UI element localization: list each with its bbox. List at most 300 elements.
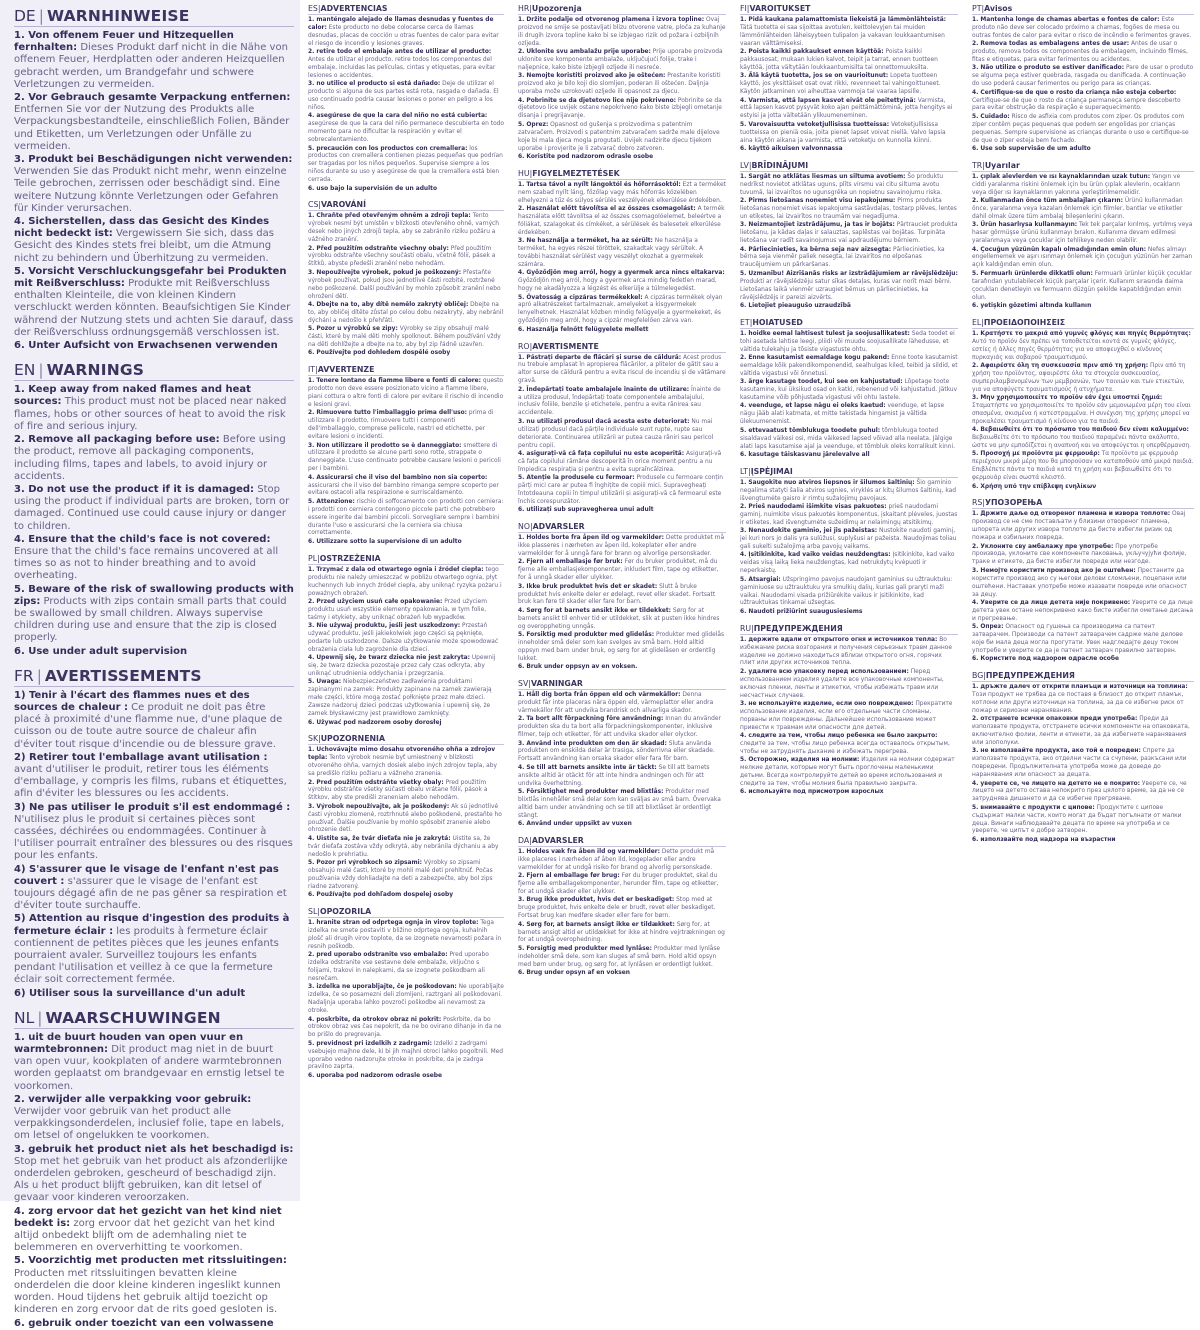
warning-text: Prestanite koristiti proizvod ako je bilo koji dio slomljen, poderan ili oštećen. Daljnja uporaba može uzrokovati ozljede ili opasnost za djecu. (518, 73, 721, 96)
section-body (740, 331, 958, 460)
warning-item (972, 684, 1194, 716)
warning-text: A termék használata előtt távolítsa el az összes csomagolóelemet, beleértve a fóliákat, szalagokat és címkéket, a sérülések és balesetek elkerülése érdekében. (518, 206, 725, 236)
language-code: IT (308, 365, 316, 375)
warning-heading: 6. Använd under uppsikt av vuxen (518, 821, 632, 828)
section-body (308, 920, 504, 1081)
warning-item (14, 484, 294, 533)
warning-item (740, 528, 958, 552)
warning-text: tõmblukuga tooted sisaldavad väikesi osi, mida väikesed lapsed võivad alla neelata. Jälgige alati laps kasutamise ajal ja veenduge, et tõmbluk oleks korralikult kinni. (740, 427, 956, 450)
warning-heading: 1. держите вдали от открытого огня и источников тепла: (740, 636, 938, 643)
warning-item (518, 970, 726, 978)
warning-text: Τα προϊόντα με φερμουάρ περιέχουν μικρά μέρη που θα μπορούσαν να καταποθούν από μικρά παιδιά. Επιβλέπετε πάντα τα παιδιά κατά τη χρήση και βεβαιωθείτε ότι το φερμουάρ είναι σωστά κλειστό. (972, 451, 1194, 482)
warning-section-da (518, 836, 726, 978)
warning-item (308, 952, 504, 984)
warning-heading: 4. Уверите се да лице детета није покривено: (972, 599, 1131, 606)
heading-separator: | (315, 365, 318, 375)
warning-heading: 2. Remove all packaging before use: (14, 434, 220, 446)
warning-heading: 1. Držite podalje od otvorenog plamena i izvora topline: (518, 17, 705, 23)
warning-heading: 4. zorg ervoor dat het gezicht van het kind niet bedekt is: (14, 1205, 282, 1229)
warning-heading: 4. Se till att barnets ansikte inte är täckt: (518, 764, 657, 771)
warning-heading: 2. Ta bort allt förpackning före användning: (518, 716, 664, 723)
warning-item (14, 1094, 294, 1143)
warning-item (518, 182, 726, 206)
warning-text: Se till att barnets ansikte alltid är otäckt för att inte hindra andningen och för att undvika överhettning. (518, 764, 710, 787)
warning-item (518, 355, 726, 387)
warning-text: Přestaňte výrobek používat, pokud jsou jednotlivé části rozbité, roztržené nebo poškozené. Další používání by mohlo způsobit zranění nebo ohrožení dětí. (308, 269, 501, 300)
section-title: ΠΡΟΕΙΔΟΠΟΙΗΣΕΙΣ (983, 317, 1066, 327)
warning-heading: 1. manténgalo alejado de llamas desnudas y fuentes de calor: (308, 17, 494, 31)
warning-item (14, 988, 294, 1000)
warning-item (308, 1017, 504, 1041)
warning-heading: 6. Brug under opsyn af en voksen (518, 970, 630, 977)
warning-heading: 2. удалите всю упаковку перед использованием: (740, 668, 909, 675)
warning-item (740, 789, 958, 797)
section-heading (518, 4, 726, 15)
warning-heading: 5. Vorsicht Verschluckungsgefahr bei Produkten mit Reißverschluss: (14, 265, 287, 290)
warning-heading: 1. Κρατήστε το μακριά από γυμνές φλόγες και πηγές θερμότητας: (972, 330, 1191, 337)
warning-item (14, 92, 294, 153)
warning-text: Győződjön meg arról, hogy a gyermek arca mindig fedetlen marad, hogy ne akadályozza a légzést és elkerülje a túlmelegedést. (518, 278, 717, 293)
warning-text: Pārliecinieties, ka bērna seja vienmēr paliek nesegta, lai izvairītos no elpošanas traucējumiem un pārkaršanas. (740, 246, 945, 269)
section-body (740, 480, 958, 617)
warning-text: Poista kaikki pakkausosat, mukaan lukien kalvot, teipit ja tarrat, ennen tuotteen käyttöä, jotta vältytään loukkaantumisilta tai onnettomuuksilta. (740, 49, 938, 71)
section-body (740, 174, 958, 311)
warning-item (14, 646, 294, 658)
warning-text: Výrobky se zipy obsahují malé části, které by malé děti mohly spolknout. Během používání vždy na děti dohlížejte a dbejte na to, aby byl zip řádně uzavřen. (308, 326, 501, 348)
warning-text: Verwijder voor gebruik van het product alle verpakkingsonderdelen, inclusief folie, tape en labels, om letsel of ongelukken te voorkomen. (14, 1106, 285, 1142)
language-column-2 (302, 0, 510, 1201)
warning-item (972, 90, 1194, 114)
section-body (740, 17, 958, 154)
warning-heading: 6. uporaba pod nadzorom odrasle osebe (308, 1072, 442, 1079)
warning-item (308, 539, 504, 547)
warning-item (518, 716, 726, 740)
warning-text: Poskrbite, da bo otrokov obraz ves čas nepokrit, da ne bo oviranо dihanje in da ne bo prišlo do pregrevanja. (308, 1016, 502, 1039)
warning-heading: 2. Αφαιρέστε όλη τη συσκευασία πριν από τη χρήση: (972, 362, 1149, 369)
warning-section-el (972, 318, 1194, 492)
warning-item (972, 247, 1194, 271)
section-title: OSTRZEŻENIA (319, 553, 381, 563)
language-code: DA (518, 835, 530, 845)
warning-heading: 2. pred uporabo odstranite vso embalažo: (308, 952, 448, 959)
warning-item (518, 559, 726, 583)
warning-section-sl (308, 907, 504, 1081)
heading-separator: | (529, 4, 532, 13)
warning-text: Tek tek parçalar kırılmış, yırtılmış veya hasar görmüşse ürünü kullanmayı bırakın. Kullanıma devam edilmesi yaralanmaya veya çocuklar için tehlikeye neden olabilir. (972, 222, 1193, 245)
warning-text: asegúrese de que la cara del niño permanece descubierta en todo momento para no dificultar la respiración y evitar el sobrecalentamiento. (308, 121, 505, 144)
warning-item (14, 1318, 294, 1330)
warning-item (740, 73, 958, 97)
warning-item (308, 623, 504, 655)
warning-heading: 1. Holdes væk fra åben ild og varmekilder: (518, 848, 660, 855)
warning-text: Nefes almayı engellememek ve aşırı ısınmayı önlemek için çocuğun yüzünün her zaman açık kaldığından emin olun. (972, 246, 1193, 269)
language-code: RO (518, 341, 530, 351)
warning-heading: 1) Tenir à l'écart des flammes nues et des sources de chaleur : (14, 689, 250, 713)
warning-text: les produits à fermeture éclair contiennent de petites pièces que les jeunes enfants pourraient avaler. Surveillez toujours les enfants pendant l'utilisation et veillez à ce que la fermeture éclair soit correctement fermée. (14, 925, 279, 986)
warning-heading: 2. Fjern al emballage før brug: (518, 873, 620, 880)
warning-text: Produkter med blixtlås innehåller små delar som kan sväljas av små barn. Övervaka alltid barn under användning och se till att blixtlåset är ordentligt stängt. (518, 788, 721, 819)
section-heading (740, 161, 958, 172)
warning-heading: 2. Remova todas as embalagens antes de usar: (972, 41, 1130, 48)
warning-text: Produkter med lynlåse indeholder små dele, som kan sluges af små børn. Hold altid opsyn med børn under brug, og sørg for, at lynlåsen er ordentligt lukket. (518, 945, 721, 968)
warning-text: Užspringimo pavojus naudojant gaminius su užtrauktuku: gaminiuose su užtrauktuku yra smulkių dalių, kurias gali praryti maži vaikai. Naudodami visada prižiūrėkite vaikus ir įsitikinkite, kad užtrauktukas tinkamai užsegtas. (740, 576, 953, 607)
warning-text: Certifique-se de que o rosto da criança permaneça sempre descoberto para evitar obstrução da respiração e superaquecimento. (972, 97, 1181, 112)
heading-separator: | (317, 553, 320, 563)
warning-item (740, 701, 958, 733)
warning-item (308, 747, 504, 779)
warning-item (14, 913, 294, 986)
section-heading (518, 522, 726, 533)
section-body (972, 174, 1194, 311)
warning-item (518, 789, 726, 821)
warning-item (14, 216, 294, 265)
section-heading (518, 836, 726, 847)
warning-heading: 6. используйте под присмотром взрослых (740, 789, 884, 796)
warning-text: Opasnost od gušenja s proizvodima s patentnim zatvaračem. Proizvodi s patentnim zatvaračem sadrže male dijelove koje bi mala djeca mogla progutati. Uvijek nadzirite djecu tijekom uporabe i provjerite je li zatvarač dobro zatvoren. (518, 121, 720, 152)
warning-item (740, 504, 958, 528)
warning-item (740, 174, 958, 198)
warning-heading: 1. Pidä kaukana palamattomista liekeistä ja lämmönlähteistä: (740, 17, 947, 23)
warning-heading: 1. Tartsa távol a nyílt lángoktól és hőforrásoktól: (518, 181, 681, 188)
warning-heading: 6. Bruk under oppsyn av en voksen. (518, 664, 638, 671)
warning-heading: 3. Do not use the product if it is damaged: (14, 483, 255, 495)
warning-heading: 6. използвайте под надзора на възрастни (972, 836, 1116, 843)
section-title: ПРЕДУПРЕЖДЕНИЯ (985, 671, 1075, 681)
warning-heading: 5. Uwaga: (308, 679, 342, 686)
warning-item (518, 122, 726, 154)
warning-item (972, 331, 1194, 363)
language-code: ET (740, 317, 750, 327)
warning-text: Innan du använder produkten ska du ta bort alla förpackningskomponenter, inklusive filmer, tejp och etiketter, för att undvika skador eller olyckor. (518, 716, 721, 739)
warning-section-no (518, 522, 726, 672)
warning-text: Denna produkt får inte placeras nära öppen eld, värmeplattor eller andra värmekällor för att undvika brandrisk och allvarliga skador. (518, 692, 714, 714)
section-body (972, 331, 1194, 492)
section-title: VAROITUKSET (749, 4, 811, 13)
heading-separator: | (748, 160, 752, 170)
warning-heading: 1. дръжте далеч от открити пламъци и източници на топлина: (972, 684, 1188, 691)
warning-item (740, 355, 958, 379)
warning-text: Deje de utilizar el producto si alguna de sus partes está rota, rasgada o dañada. El uso continuado podría causar lesiones o poner en peligro a los niños. (308, 81, 499, 111)
section-body (518, 355, 726, 516)
warning-heading: 4. Varmista, että lapsen kasvot eivät ole peitettyinä: (740, 97, 916, 104)
warning-item (972, 363, 1194, 395)
warning-heading: 3. Výrobok nepoužívajte, ak je poškodený: (308, 803, 450, 810)
warning-text: Este producto no debe colocarse cerca de llamas desnudas, placas de cocción u otras fuentes de calor para evitar el riesgo de incendio y lesiones graves. (308, 24, 499, 47)
language-code: EL (972, 317, 982, 327)
warning-item (518, 295, 726, 327)
warning-text: Este produto não deve ser colocado próximo a chamas, fogões de mesa ou outras fontes de calor para evitar o risco de incêndio e ferimentos graves. (972, 17, 1192, 39)
section-title: УПОЗОРЕЊА (985, 498, 1043, 508)
section-body (972, 684, 1194, 845)
warning-item (14, 752, 294, 801)
warning-heading: 5. внимавайте с продукти с ципове: (972, 804, 1095, 811)
warning-text: Sørg for, at barnets ansigt altid er utildækket for ikke at hindre vejrtrækningen og for at undgå overophedning. (518, 921, 725, 944)
heading-separator: | (982, 498, 986, 508)
section-title: ПРЕДУПРЕЖДЕНИЯ (753, 623, 843, 633)
warning-text: Varmista, että lapsen kasvot pysyvät koko ajan peittämättöminä, jotta hengitys ei estyisi ja jotta vältetään ylikuumeneminen. (740, 97, 953, 120)
warning-text: Dieses Produkt darf nicht in die Nähe von offenem Feuer, Herdplatten oder anderen Heizquellen gebracht werden, um Brandgefahr und schwere Verletzungen zu vermeiden. (14, 42, 288, 90)
warning-text: prieš naudodami gaminį, nuimkite visus pakuotės komponentus, įskaitant plėveles, juostas ir etiketes, kad išvengtumėte sužeidimų ar nelaimingų atsitikimų. (740, 504, 958, 526)
warning-section-lv (740, 161, 958, 311)
warning-text: Vetoketjullisissa tuotteissa on pieniä osia, joita pienet lapset voivat niellä. Valvo lapsia aina käytön aikana ja varmista, että vetoketju on kunnolla kiinni. (740, 121, 946, 144)
warning-item (308, 378, 504, 410)
warning-item (972, 600, 1194, 624)
warning-section-pt (972, 4, 1194, 154)
section-title: VARNINGAR (530, 679, 583, 689)
warning-section-hu (518, 169, 726, 335)
warning-item (518, 451, 726, 475)
section-heading (308, 4, 504, 15)
section-heading (518, 169, 726, 180)
warning-section-cs (308, 200, 504, 358)
warning-heading: 1. Tenere lontano da fiamme libere e fonti di calore: (308, 378, 482, 385)
warning-heading: 5. Oprez: (518, 121, 549, 128)
language-code: RU (740, 623, 752, 633)
warning-section-es (308, 4, 504, 193)
warning-heading: 2. Pred použitím odstráňte všetky obaly: (308, 779, 444, 786)
warning-item (740, 577, 958, 609)
section-heading (14, 8, 294, 27)
heading-separator: | (38, 361, 44, 380)
warning-text: Tento výrobok nesmie byť umiestnený v blízkosti otvoreného ohňa, varných dosiek alebo iných zdrojov tepla, aby sa predišlo riziku požiaru a vážneho zranenia. (308, 755, 497, 778)
section-heading (740, 318, 958, 329)
warning-item (308, 599, 504, 623)
warning-item (308, 892, 504, 900)
warning-item (518, 507, 726, 515)
warning-heading: 5. Attenzione: (308, 498, 355, 505)
warning-heading: 5. Óvatosság a cipzáras termékekkel: (518, 294, 643, 301)
warning-text: veenduge, et lapse nägu jääb alati katmata, et mitte takistada hingamist ja vältida ülekuumenemist. (740, 403, 945, 426)
language-code: BG (972, 671, 984, 681)
warning-text: Slutt å bruke produktet hvis enkelte deler er ødelagt, revet eller skadet. Fortsatt bruk kan føre til skader eller fare for barn. (518, 583, 716, 606)
section-heading (972, 161, 1194, 172)
warning-heading: 1. Keep away from naked flames and heat sources: (14, 384, 251, 408)
warning-item (308, 113, 504, 145)
warning-text: Ovaj proizvod ne smije se postavljati blizu otvorene vatre, ploča za kuhanje ili drugih izvora topline kako bi se izbjegao rizik od požara i ozbiljnih ozljeda. (518, 17, 726, 47)
language-column-5 (966, 0, 1200, 1201)
warning-item (972, 146, 1194, 154)
heading-separator: | (528, 679, 531, 689)
warning-item (972, 511, 1194, 543)
warning-text: Fermuarlı ürünler küçük çocuklar tarafından yutulabilecek küçük parçalar içerir. Kullanım sırasında daima çocukları denetleyin ve fermuarın düzgün şekilde kapatıldığından emin olun. (972, 270, 1192, 301)
warning-item (518, 849, 726, 873)
heading-separator: | (317, 4, 321, 13)
warning-heading: 4. Upewnij się, że twarz dziecka nie jest zakryta: (308, 655, 470, 662)
warning-item (14, 802, 294, 863)
warning-heading: 1. Држите даље од отвореног пламена и извора топлоте: (972, 511, 1171, 518)
warning-heading: 3. gebruik het product niet als het beschadigd is: (14, 1143, 294, 1155)
language-code: ES (308, 4, 318, 13)
warning-heading: 2. Przed użyciem usuń całe opakowanie: (308, 598, 443, 605)
warning-section-et (740, 318, 958, 460)
language-code: PL (308, 553, 318, 563)
warning-heading: 6. Koristite pod nadzorom odrasle osobe (518, 153, 654, 160)
warning-text: Stop med at bruge produktet, hvis enkelte dele er brudt, revet eller beskadiget. Fortsat brug kan medføre skader eller fare for børn. (518, 897, 716, 920)
warning-text: Спрете да използвате продукта, ако отделни части са счупени, разкъсани или повредени. Продължителната употреба може да доведе до наранявания или опасност за децата. (972, 748, 1187, 779)
warning-item (308, 246, 504, 270)
warning-heading: 1. Von offenem Feuer und Hitzequellen fernhalten: (14, 30, 234, 54)
warning-text: Antes de utilizar el producto, retire todos los componentes del embalaje, incluidas las películas, cintas y etiquetas, para evitar lesiones o accidentes. (308, 57, 496, 79)
section-heading (740, 624, 958, 635)
warning-heading: 6. Používejte pod dohledem dospělé osoby (308, 350, 451, 357)
warning-section-bg (972, 671, 1194, 845)
section-heading (14, 362, 294, 381)
warning-heading: 6. Користите под надзором одрасле особе (972, 656, 1119, 663)
warning-text: Dette produkt må ikke placeres i nærheden af åben ild, kogeplader eller andre varmekilder for at undgå risiko for brand og alvorlig personskade. (518, 848, 715, 871)
warning-text: This product must not be placed near naked flames, hobs or other sources of heat to avoid the risk of fire and serious injury. (14, 396, 287, 432)
warning-heading: 3. Ne használja a terméket, ha az sérült: (518, 238, 653, 245)
warning-heading: 4) S'assurer que le visage de l'enfant n'est pas couvert : (14, 863, 279, 887)
warning-item (740, 637, 958, 669)
warning-text: Pobrinite se da djetetovo lice uvijek ostane nepokriveno kako biste izbjegli ometanje disanja i pregrijavanje. (518, 97, 722, 120)
warning-heading: 3. Ikke bruk produktet hvis det er skadet: (518, 583, 658, 590)
warning-item (14, 1144, 294, 1205)
section-title: FIGYELMEZTETÉSEK (532, 168, 620, 178)
warning-heading: 2. Pirms lietošanas noņemiet visu iepakojumu: (740, 198, 896, 205)
warning-item (740, 669, 958, 701)
warning-heading: 5. Fermuarlı ürünlerde dikkatli olun: (972, 270, 1093, 277)
warning-heading: 3. Använd inte produkten om den är skadad: (518, 740, 667, 747)
warning-item (14, 384, 294, 433)
warning-text: Products with zips contain small parts that could be swallowed by small children. Always supervise children during use and ensure that the zip is closed properly. (14, 595, 287, 644)
warning-item (972, 451, 1194, 483)
heading-separator: | (317, 907, 320, 917)
warning-item (14, 434, 294, 483)
language-column-3 (512, 0, 732, 1201)
section-heading (972, 4, 1194, 15)
warning-heading: 1. Uchovávajte mimo dosahu otvoreného ohňa a zdrojov tepla: (308, 747, 496, 762)
language-code: DE (14, 7, 36, 25)
language-code: SV (518, 679, 529, 689)
warning-item (14, 340, 294, 352)
section-heading (308, 365, 504, 376)
warning-heading: 3. Nenaudokite gaminio, jei jis pažeistas: (740, 528, 878, 535)
warning-item (518, 17, 726, 49)
warning-item (740, 122, 958, 146)
section-title: Uyarılar (984, 160, 1020, 170)
warning-item (308, 146, 504, 186)
warning-heading: 3. Nepoužívejte výrobek, pokud je poškozený: (308, 269, 462, 276)
section-body (518, 17, 726, 162)
warning-item (518, 632, 726, 664)
language-code: TR (972, 160, 983, 170)
section-title: Upozorenja (531, 4, 582, 13)
warning-item (518, 327, 726, 335)
heading-separator: | (318, 200, 322, 210)
warning-heading: 1. Holdes borte fra åpen ild og varmekilder: (518, 535, 665, 542)
warning-text: Produkter med glidelås inneholder små deler som kan svelges av små barn. Hold alltid oppsyn med barn under bruk, og sørg for at glidelåsen er ordentlig lukket. (518, 632, 725, 662)
warning-heading: 3) Ne pas utiliser le produit s'il est endommagé : (14, 801, 291, 813)
warning-text: Во избежание риска возгорания и получения серьезных травм данное изделие не должно находиться вблизи открытого огня, горячих плит или других источников тепла. (740, 636, 952, 667)
language-code: SL (308, 907, 318, 917)
warning-text: Niebezpieczeństwo zadławienia produktami zapinanymi na zamek: Produkty zapinane na zamek zawierają małe części, które mogą zostać połknięte przez małe dzieci. Zawsze nadzoruj dzieci podczas użytkowania i upewnij się, że zamek błyskawiczny jest prawidłowo zamknięty. (308, 679, 492, 718)
warning-text: questo prodotto non deve essere posizionato vicino a fiamme libere, piani cottura o altre fonti di calore per evitare il rischio di incendio e lesioni gravi. (308, 378, 504, 408)
warning-heading: 1. Sargāt no atklātas liesmas un siltuma avotiem: (740, 173, 906, 180)
warning-text: Przed użyciem produktu usuń wszystkie elementy opakowania, w tym folie, taśmy i etykiety, aby uniknąć obrażeń lub wypadków. (308, 598, 487, 621)
warning-text: rischio di soffocamento con prodotti con cerniera: i prodotti con cerniera contengono piccole parti che potrebbero essere ingerite dai bambini piccoli. Sorvegliare sempre i bambini durante l'uso e assicurarsi che la cerniera sia chiusa correttamente. (308, 498, 504, 537)
warning-item (308, 350, 504, 358)
language-code: NL (14, 1008, 35, 1027)
warning-item (308, 984, 504, 1016)
warning-heading: 5. Forsiktig med produkter med glidelås: (518, 632, 655, 639)
warning-section-tr (972, 161, 1194, 311)
warning-heading: 6. Use under adult supervision (14, 645, 188, 657)
warning-item (308, 475, 504, 499)
warning-text: Stop using the product if individual parts are broken, torn or damaged. Continued use could cause injury or danger to children. (14, 483, 290, 532)
warning-text: Σταματήστε να χρησιμοποιείτε το προϊόν εάν μεμονωμένα μέρη του είναι σπασμένα, σκισμένα ή κατεστραμμένα. Η συνέχιση της χρήσης μπορεί να προκαλέσει τραυματισμό ή κίνδυνο για τα παιδιά. (972, 402, 1191, 425)
language-column-4 (734, 0, 964, 1201)
section-title: AVVERTENZE (317, 365, 375, 375)
warning-heading: 2. Fjern all emballasje før bruk: (518, 559, 623, 566)
warning-section-fi (740, 4, 958, 154)
warning-text: Ne használja a terméket, ha egyes részei töröttek, szakadtak vagy sérültek. A további használat sérülést vagy veszélyt okozhat a gyermekek számára. (518, 238, 704, 268)
warning-text: Prije uporabe proizvoda uklonite sve komponente ambalaže, uključujući folije, trake i naljepnice, kako biste izbjegli ozljede ili nesreće. (518, 49, 723, 71)
warning-text: Uistite sa, že tvár dieťaťa zostáva vždy odkrytá, aby nebránila dýchaniu a aby nedošlo k prehriatiu. (308, 835, 499, 858)
section-title: ADVARSLER (532, 522, 585, 532)
warning-text: Βεβαιωθείτε ότι το πρόσωπο του παιδιού παραμένει πάντα ακάλυπτο, ώστε να μην εμποδίζεται η αναπνοή και να αποφεύγεται η υπερθέρμανση. (972, 435, 1192, 449)
warning-text: Stop met het gebruik van het product als afzonderlijke onderdelen gebroken, gescheurd of beschadigd zijn. Als u het product blijft gebruiken, kan dit letsel of gevaar voor kinderen veroorzaken. (14, 1155, 288, 1204)
warning-item (972, 484, 1194, 492)
warning-item (740, 222, 958, 246)
warning-item (518, 946, 726, 970)
warning-text: Tega izdelka ne smete postaviti v bližino odprtega ognja, kuhalnih plošč ali drugih virov toplote, da se izognete nevarnosti požara in resnih poškodb. (308, 920, 502, 950)
warning-heading: 5. Pozor pri výrobkoch so zipsami: (308, 860, 423, 867)
section-body (14, 690, 294, 1000)
language-code: HU (518, 168, 530, 178)
warning-heading: 2. retire todo el embalaje antes de utilizar el producto: (308, 49, 492, 56)
warning-text: Перед использованием изделия удалите все упаковочные компоненты, включая пленки, ленты и этикетки, чтобы избежать травм или несчастных случаев. (740, 668, 944, 699)
heading-separator: | (748, 466, 751, 476)
warning-heading: 6. gebruik onder toezicht van een volwassene (14, 1317, 274, 1329)
warning-heading: 4. asegúrese de que la cara del niño no está cubierta: (308, 113, 488, 120)
warning-section-fr (14, 668, 294, 1000)
warning-item (740, 303, 958, 311)
warning-item (972, 41, 1194, 65)
section-body (308, 213, 504, 358)
warning-text: Lopeta tuotteen käyttö, jos yksittäiset osat ovat rikki, revenneet tai vahingoittuneet. Käytön jatkaminen voi aiheuttaa vammoja tai vaaraa lapsille. (740, 73, 941, 96)
warning-text: Acest produs nu trebuie amplasat în apropierea flăcărilor, a plitelor de gătit sau a altor surse de căldură pentru a evita riscul de incendiu și de vătămare gravă. (518, 354, 726, 385)
heading-separator: | (746, 4, 750, 13)
warning-text: tego produktu nie należy umieszczać w pobliżu otwartego ognia, płyt kuchennych lub innych źródeł ciepła, aby uniknąć ryzyka pożaru i poważnych obrażeń. (308, 566, 502, 597)
warning-heading: 5. Beware of the risk of swallowing products with zips: (14, 583, 294, 607)
warning-item (972, 624, 1194, 656)
warning-item (308, 326, 504, 350)
section-heading (972, 671, 1194, 682)
heading-separator: | (36, 666, 42, 685)
warning-heading: 4. уверете се, че лицето на детето не е покрито: (972, 780, 1141, 787)
warning-heading: 3. Ürün hasarlıysa kullanmayın: (972, 222, 1078, 229)
warning-text: следите за тем, чтобы лицо ребенка всегда оставалось открытым, чтобы не затруднять дыхание и избежать перегрева. (740, 741, 950, 755)
warning-text: smettere di utilizzare il prodotto se alcune parti sono rotte, strappate o danneggiate. L'uso continuato potrebbe causare lesioni o pericoli per i bambini. (308, 442, 501, 473)
warning-heading: 1. Chraňte před otevřeným ohněm a zdroji tepla: (308, 213, 471, 220)
section-heading (308, 200, 504, 211)
warning-item (972, 568, 1194, 600)
warning-text: Šo produktu nedrīkst novietot atklātas uguns, plīts virsmu vai citu siltuma avotu tuvumā, lai izvairītos no ugunsgrēka un nopietnu savainojumu riska. (740, 173, 944, 196)
section-heading (518, 342, 726, 353)
language-code: HR (518, 4, 530, 13)
warning-text: Dette produktet må ikke plasseres i nærheten av åpen ild, kokeplater eller andre varmekilder for å unngå fare for brann og alvorlige personskader. (518, 535, 725, 557)
warning-item (308, 410, 504, 442)
section-title: ĮSPĖJIMAI (750, 466, 793, 476)
warning-heading: 5. Προσοχή με προϊόντα με φερμουάρ: (972, 451, 1100, 458)
warning-text: Entfernen Sie vor der Nutzung des Produkts alle Verpackungsbestandteile, einschließlich Folien, Bänder und Etiketten, um Verletzungen oder Unfälle zu vermeiden. (14, 104, 290, 152)
section-body (972, 511, 1194, 664)
warning-section-rs (972, 498, 1194, 664)
heading-separator: | (529, 168, 533, 178)
warning-item (308, 81, 504, 113)
heading-separator: | (37, 1008, 43, 1027)
warning-heading: 6. Používajte pod dohľadom dospelej osoby (308, 892, 454, 899)
